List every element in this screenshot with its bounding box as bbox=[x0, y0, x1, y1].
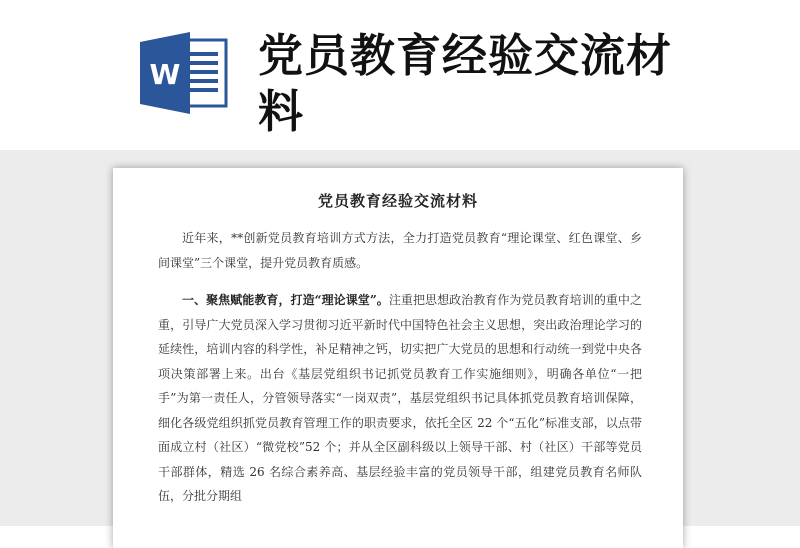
document-page bbox=[113, 168, 683, 548]
word-icon-letter: W bbox=[149, 58, 181, 91]
section-1-paragraph bbox=[158, 288, 642, 509]
intro-paragraph: 近年来，**创新党员教育培训方式方法，全力打造党员教育“理论课堂、红色课堂、乡间课堂”三个课堂，提升党员教育质感。 bbox=[158, 231, 642, 270]
document-title: 党员教育经验交流材料 bbox=[317, 192, 478, 210]
document-body bbox=[158, 226, 642, 509]
word-icon bbox=[140, 32, 228, 114]
section-1-heading: 一、聚焦赋能教育，打造“理论课堂”。 bbox=[182, 293, 389, 307]
page-title: 党员教育经验交流材料 bbox=[258, 29, 673, 138]
section-1-body: 注重把思想政治教育作为党员教育培训的重中之重，引导广大党员深入学习贯彻习近平新时代中国特色社会主义思想，突出政治理论学习的延续性，培训内容的科学性，补足精神之钙，切实把广大党员的思想和行动统一到党中央各项决策部署上来。出台《基层党组织书记抓党员教育工作实施细则》，明确各单位“一把手”为第一责任人，分管领导落实“一岗双责”，基层党组织书记具体抓党员教育培训保障，细化各级党组织抓党员教育管理工作的职责要求，依托全区 22 个“五化”标准支部，以点带面成立村（社区）“微党校”52 个；并从全区副科级以上领导干部、村（社区）干部等党员干部群体，精选 26 名综合素养高、基层经验丰富的党员领导干部，组建党员教育名师队伍，分批分期组 bbox=[158, 293, 642, 503]
header-banner bbox=[0, 0, 800, 150]
